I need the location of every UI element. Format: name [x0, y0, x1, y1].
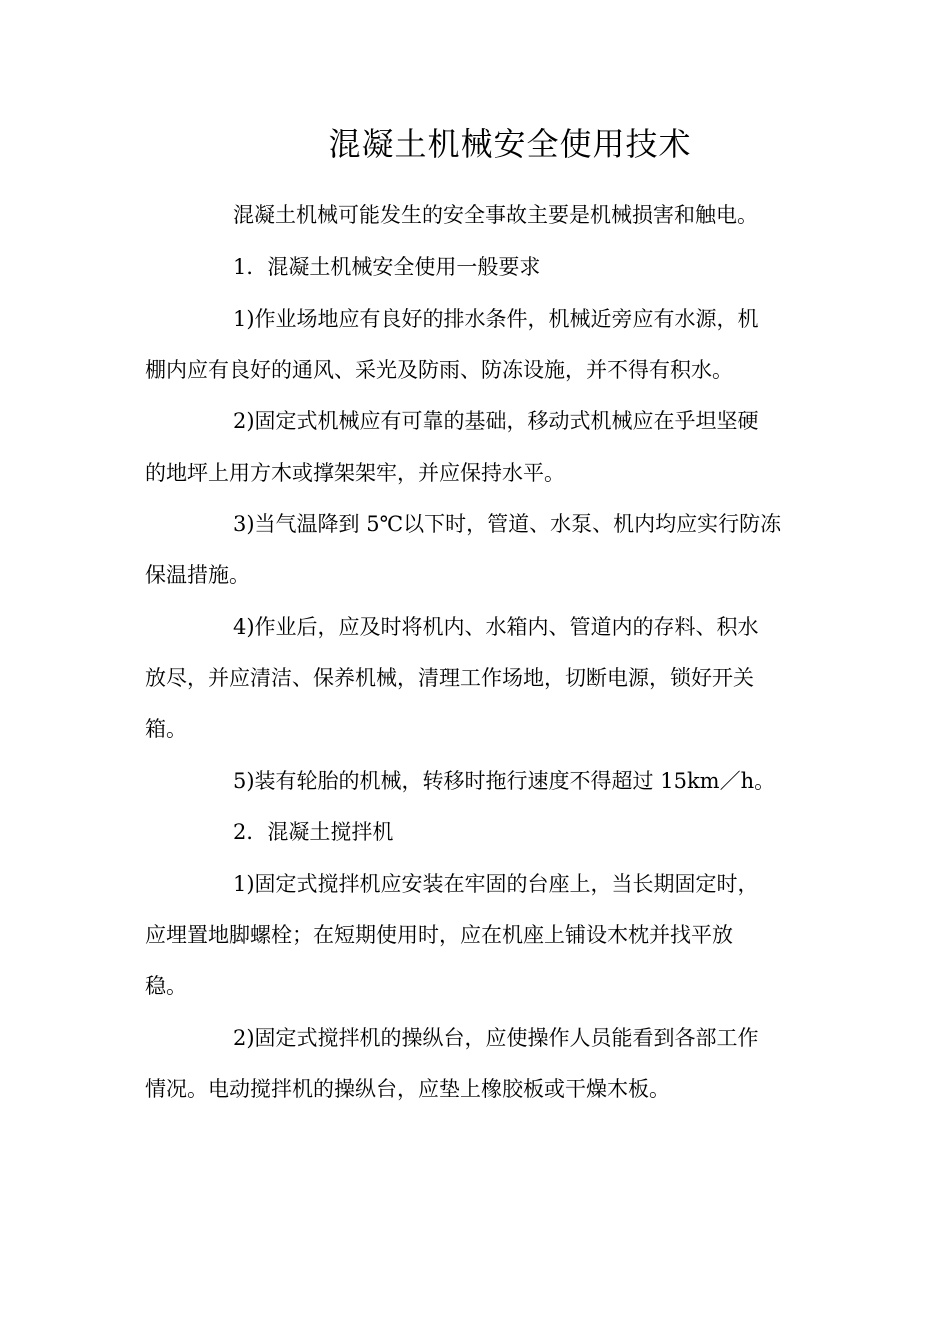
section-heading-1: 1．混凝土机械安全使用一般要求	[233, 255, 541, 279]
paragraph-line: 4)作业后，应及时将机内、水箱内、管道内的存料、积水	[233, 615, 759, 639]
paragraph-line: 2)固定式机械应有可靠的基础，移动式机械应在乎坦坚硬	[233, 409, 759, 433]
paragraph-line: 放尽，并应清洁、保养机械，清理工作场地，切断电源，锁好开关	[145, 666, 754, 690]
paragraph-line: 稳。	[145, 974, 187, 998]
paragraph-line: 保温措施。	[145, 563, 250, 587]
paragraph-line: 1)作业场地应有良好的排水条件，机械近旁应有水源，机	[233, 307, 759, 331]
page-title: 混凝土机械安全使用技术	[328, 125, 692, 163]
paragraph-line: 棚内应有良好的通风、采光及防雨、防冻设施，并不得有积水。	[145, 358, 733, 382]
paragraph-line: 5)装有轮胎的机械，转移时拖行速度不得超过 15km／h。	[233, 769, 776, 793]
paragraph-line: 1)固定式搅拌机应安装在牢固的台座上，当长期固定时，	[233, 872, 759, 896]
section-heading-2: 2．混凝土搅拌机	[233, 820, 394, 844]
paragraph-line: 3)当气温降到 5℃以下时，管道、水泵、机内均应实行防冻	[233, 512, 782, 536]
paragraph-intro: 混凝土机械可能发生的安全事故主要是机械损害和触电。	[233, 203, 758, 227]
paragraph-line: 2)固定式搅拌机的操纵台，应使操作人员能看到各部工作	[233, 1026, 759, 1050]
paragraph-line: 箱。	[145, 717, 187, 741]
paragraph-line: 情况。电动搅拌机的操纵台，应垫上橡胶板或干燥木板。	[145, 1077, 670, 1101]
paragraph-line: 应埋置地脚螺栓；在短期使用时，应在机座上铺设木枕并找平放	[145, 923, 733, 947]
paragraph-line: 的地坪上用方木或撑架架牢，并应保持水平。	[145, 461, 565, 485]
